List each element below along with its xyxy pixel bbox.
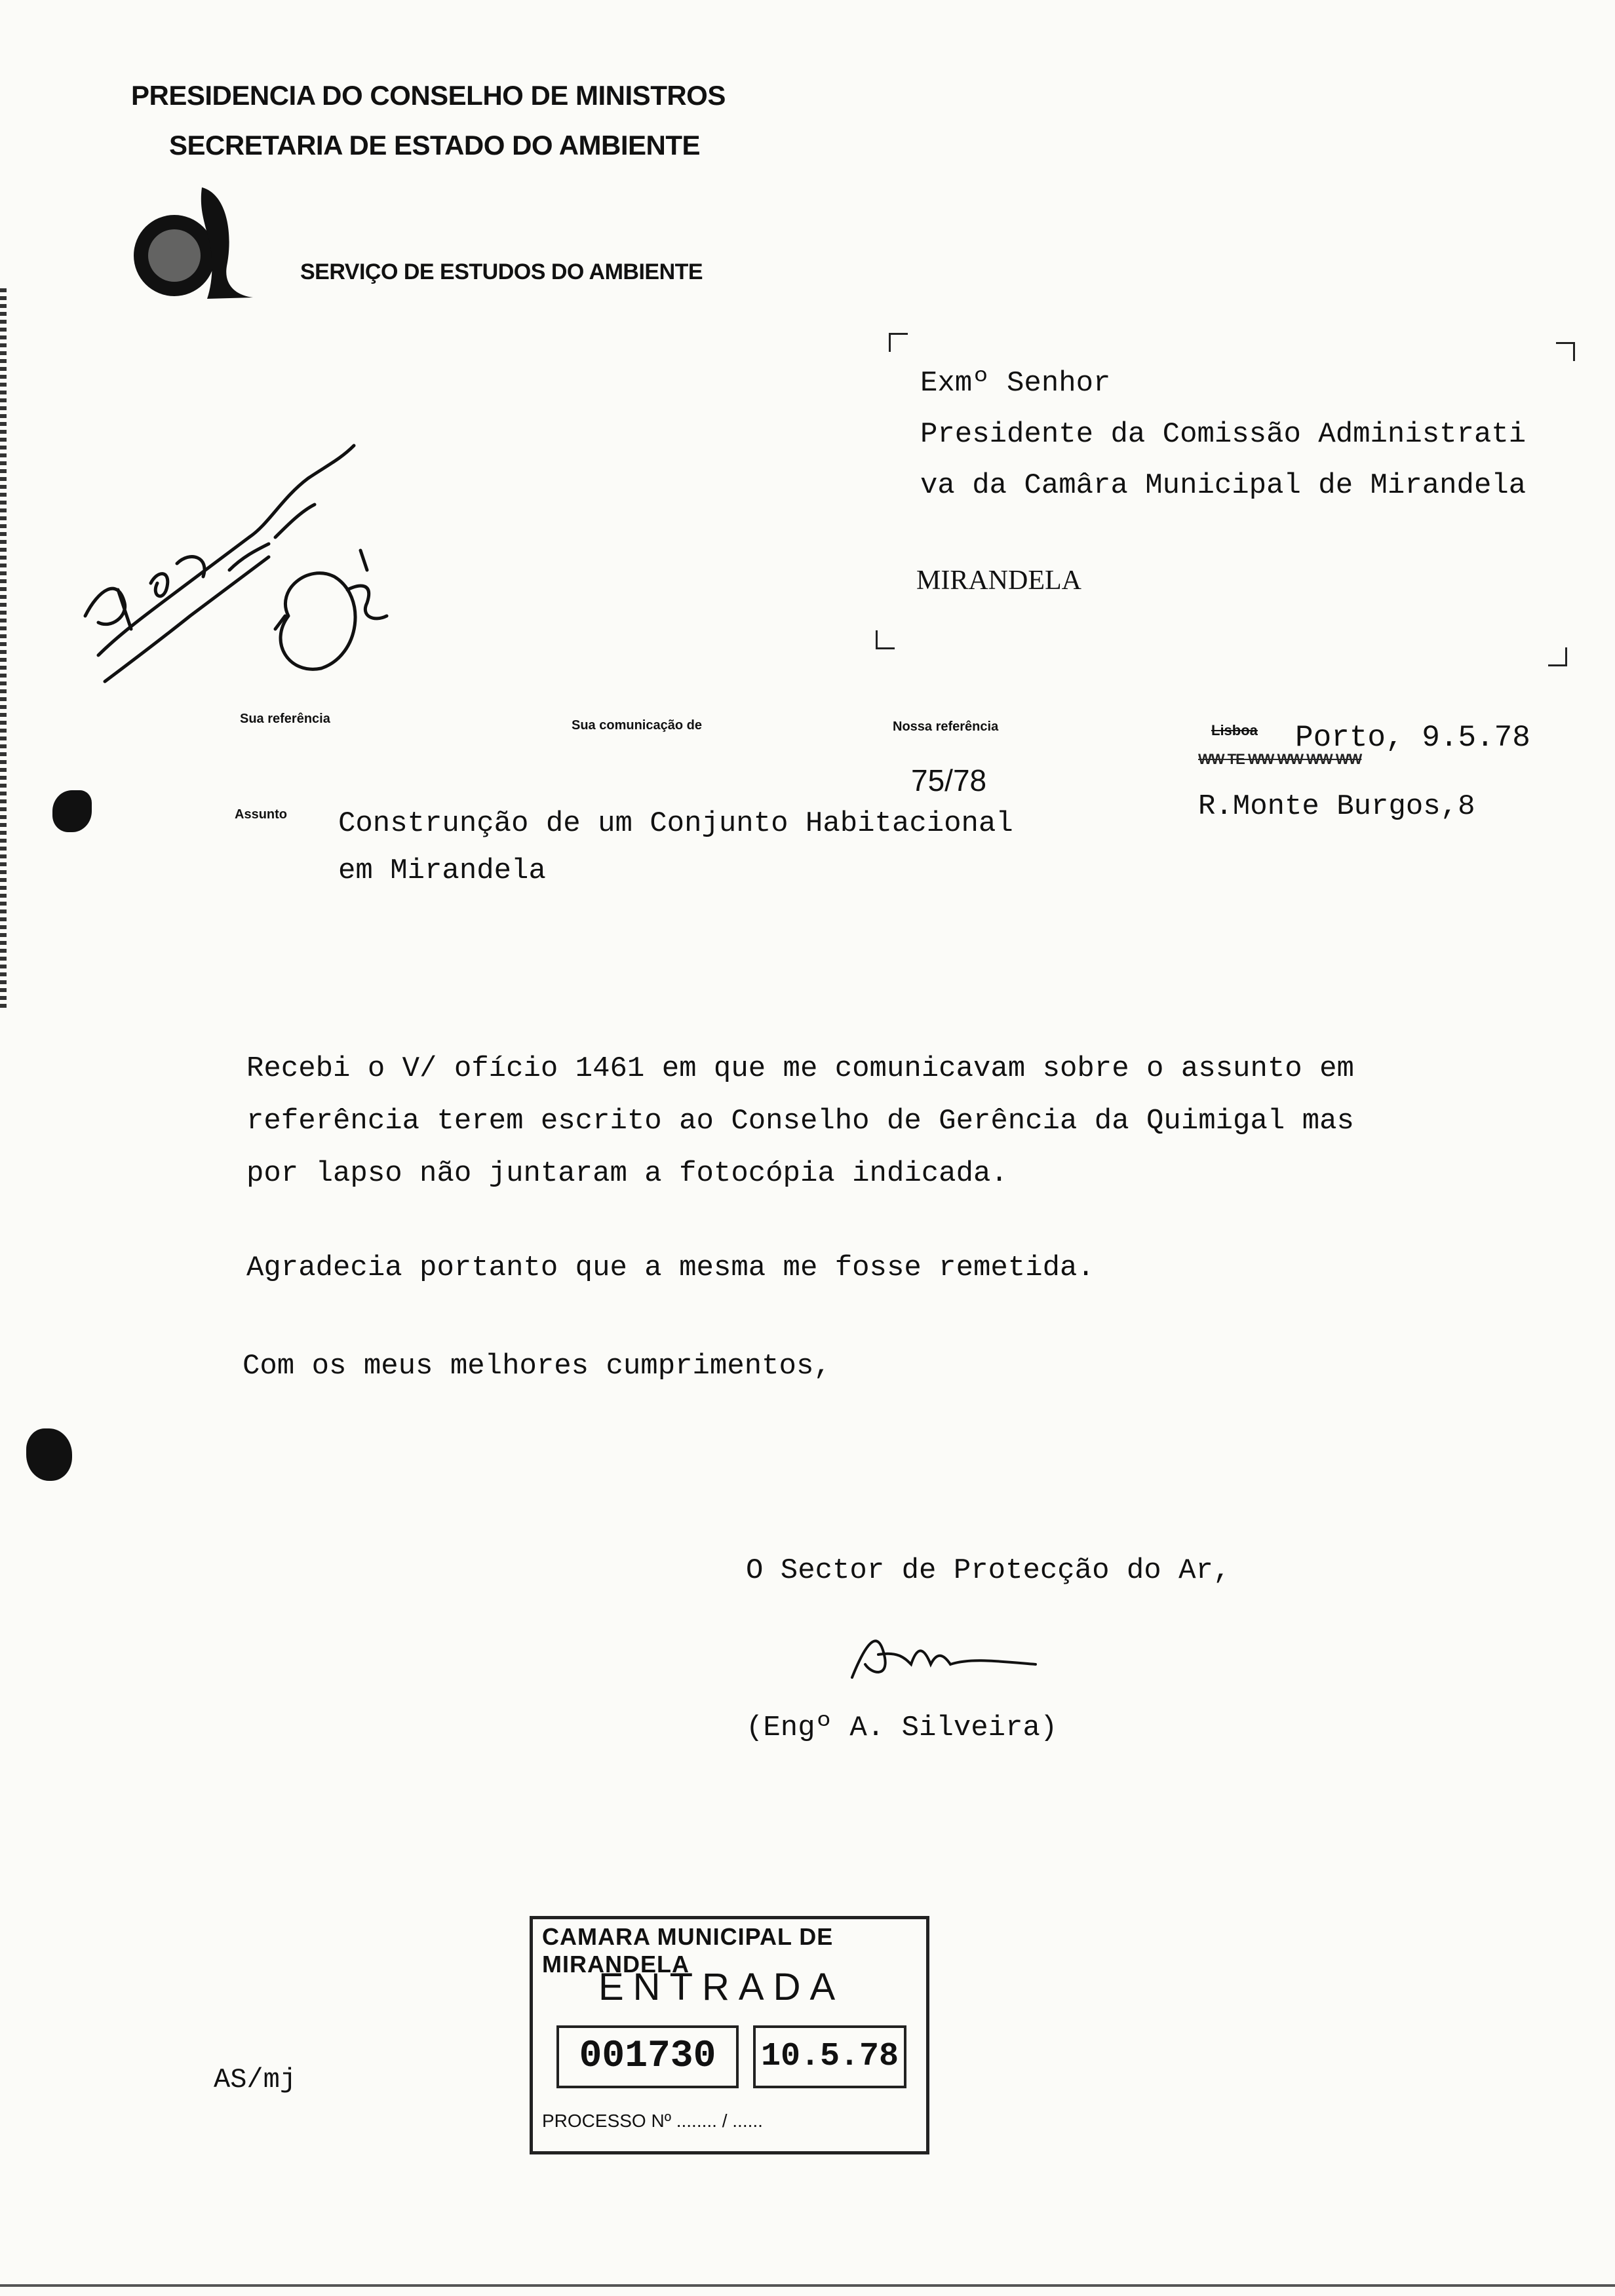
sender-street: R.Monte Burgos,8: [1198, 790, 1475, 823]
service-name: SERVIÇO DE ESTUDOS DO AMBIENTE: [300, 259, 703, 284]
body-paragraph2: Agradecia portanto que a mesma me fosse remetida.: [246, 1252, 1095, 1284]
stamp-date: 10.5.78: [753, 2025, 906, 2088]
letterhead-line1: PRESIDENCIA DO CONSELHO DE MINISTROS: [131, 80, 726, 111]
label-sua-referencia: Sua referência: [240, 712, 330, 726]
address-corner-mark: [1548, 647, 1567, 666]
stamp-title: ENTRADA: [598, 1966, 845, 2008]
handwritten-note: [59, 419, 426, 760]
subject-line2: em Mirandela: [338, 854, 546, 887]
subject-line1: Construnção de um Conjunto Habitacional: [338, 807, 1013, 840]
label-assunto: Assunto: [235, 807, 287, 822]
struck-city: Lisboa: [1211, 722, 1258, 738]
recipient-city: MIRANDELA: [916, 565, 1081, 596]
letter-date: Porto, 9.5.78: [1295, 721, 1530, 755]
scan-edge-bottom: [0, 2284, 1615, 2287]
address-corner-mark: [889, 333, 908, 352]
recipient-title-line2: va da Camâra Municipal de Mirandela: [920, 469, 1527, 502]
punch-hole-mark: [52, 790, 92, 832]
label-nossa-referencia: Nossa referência: [893, 719, 999, 734]
ministry-emblem-icon: [128, 181, 260, 305]
signatory-name: (Engº A. Silveira): [746, 1712, 1058, 1744]
punch-hole-mark: [26, 1428, 72, 1481]
closing-line: Com os meus melhores cumprimentos,: [243, 1350, 831, 1383]
signature-sector: O Sector de Protecção do Ar,: [746, 1554, 1231, 1587]
recipient-salutation: Exmº Senhor: [920, 367, 1111, 400]
address-corner-mark: [1556, 342, 1575, 361]
stamp-entry-number: 001730: [556, 2025, 739, 2088]
label-sua-comunicacao: Sua comunicação de: [572, 718, 702, 733]
scan-edge: [0, 288, 7, 1009]
entry-stamp: [530, 1916, 929, 2154]
nossa-referencia-value: 75/78: [911, 763, 987, 797]
stamp-processo: PROCESSO Nº ........ / ......: [542, 2111, 763, 2131]
struck-address: WW TE WW WW WW WW: [1198, 751, 1362, 767]
handwritten-signature: [839, 1618, 1049, 1691]
address-corner-mark: [876, 630, 895, 649]
letterhead-line2: SECRETARIA DE ESTADO DO AMBIENTE: [169, 130, 701, 161]
body-line3: por lapso não juntaram a fotocópia indicada.: [246, 1157, 1008, 1190]
body-line1: Recebi o V/ ofício 1461 em que me comunicavam sobre o assunto em: [246, 1052, 1354, 1085]
recipient-title-line1: Presidente da Comissão Administrati: [920, 418, 1527, 451]
stamp-header: CAMARA MUNICIPAL DE MIRANDELA: [542, 1923, 834, 1978]
typist-initials: AS/mj: [214, 2064, 297, 2095]
body-line2: referência terem escrito ao Conselho de Gerência da Quimigal mas: [246, 1105, 1354, 1138]
